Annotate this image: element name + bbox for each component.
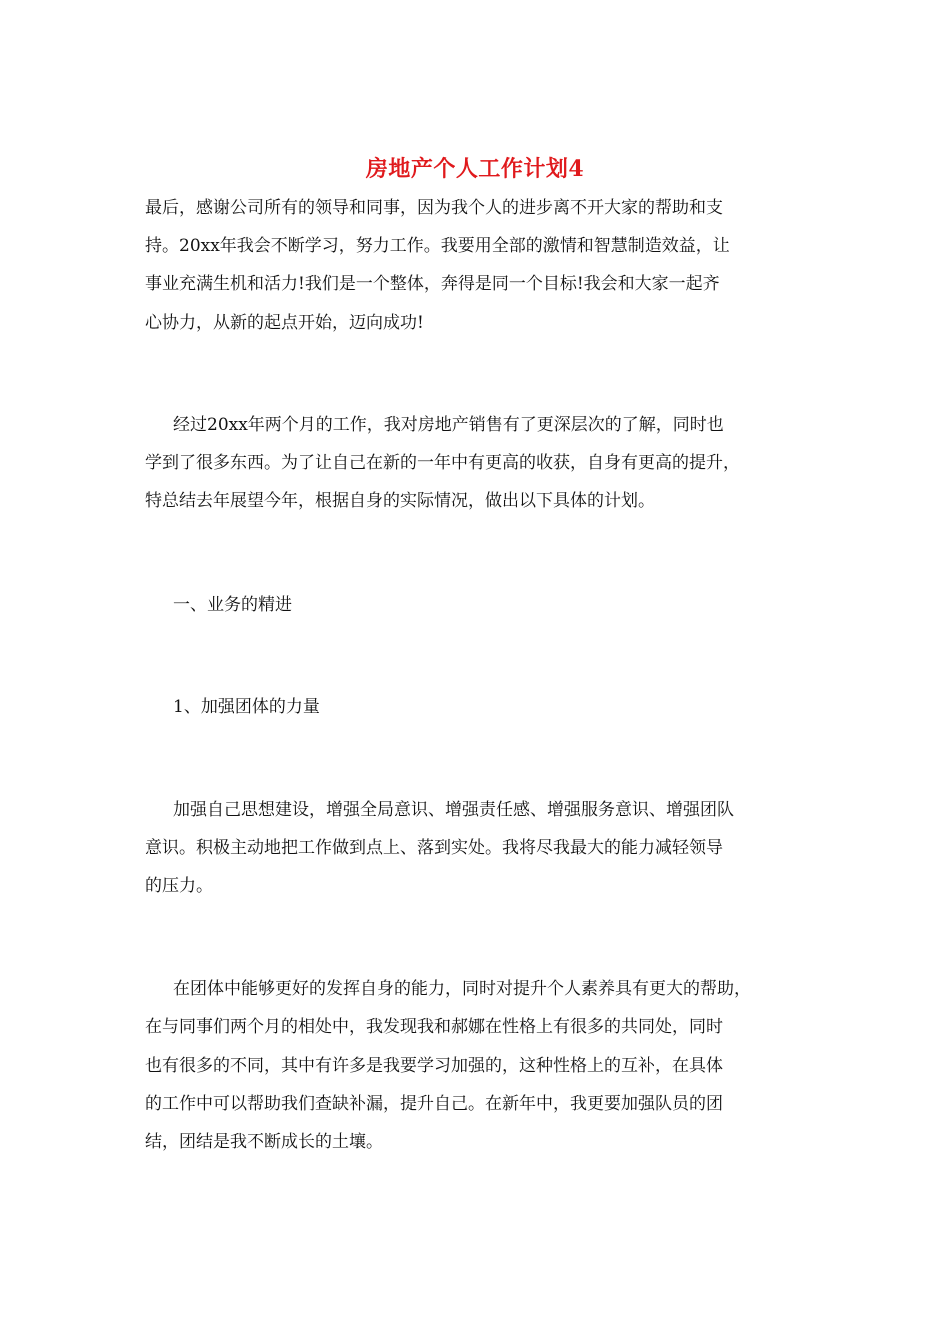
paragraph-4-line-3: 也有很多的不同，其中有许多是我要学习加强的，这种性格上的互补，在具体 xyxy=(145,1056,723,1076)
subsection-heading: 1、加强团体的力量 xyxy=(173,697,320,717)
paragraph-4-line-2: 在与同事们两个月的相处中，我发现我和郝娜在性格上有很多的共同处，同时 xyxy=(145,1017,723,1037)
document-title: 房地产个人工作计划4 xyxy=(365,156,585,182)
paragraph-1-line-2: 持。20xx年我会不断学习，努力工作。我要用全部的激情和智慧制造效益，让 xyxy=(145,236,730,256)
paragraph-2-line-1: 经过20xx年两个月的工作，我对房地产销售有了更深层次的了解，同时也 xyxy=(173,415,724,435)
paragraph-1-line-3: 事业充满生机和活力!我们是一个整体，奔得是同一个目标!我会和大家一起齐 xyxy=(145,274,720,294)
paragraph-4-line-4: 的工作中可以帮助我们查缺补漏，提升自己。在新年中，我更要加强队员的团 xyxy=(145,1094,723,1114)
paragraph-2-line-2: 学到了很多东西。为了让自己在新的一年中有更高的收获，自身有更高的提升， xyxy=(145,453,740,473)
paragraph-3-line-2: 意识。积极主动地把工作做到点上、落到实处。我将尽我最大的能力减轻领导 xyxy=(145,838,723,858)
paragraph-3-line-1: 加强自己思想建设，增强全局意识、增强责任感、增强服务意识、增强团队 xyxy=(173,800,734,820)
section-heading: 一、业务的精进 xyxy=(173,595,292,615)
paragraph-1-line-4: 心协力，从新的起点开始，迈向成功! xyxy=(145,313,424,333)
paragraph-4-line-1: 在团体中能够更好的发挥自身的能力，同时对提升个人素养具有更大的帮助， xyxy=(173,979,751,999)
paragraph-1-line-1: 最后，感谢公司所有的领导和同事，因为我个人的进步离不开大家的帮助和支 xyxy=(145,198,723,218)
paragraph-3-line-3: 的压力。 xyxy=(145,876,213,896)
paragraph-2-line-3: 特总结去年展望今年，根据自身的实际情况，做出以下具体的计划。 xyxy=(145,491,655,511)
paragraph-4-line-5: 结，团结是我不断成长的土壤。 xyxy=(145,1132,383,1152)
